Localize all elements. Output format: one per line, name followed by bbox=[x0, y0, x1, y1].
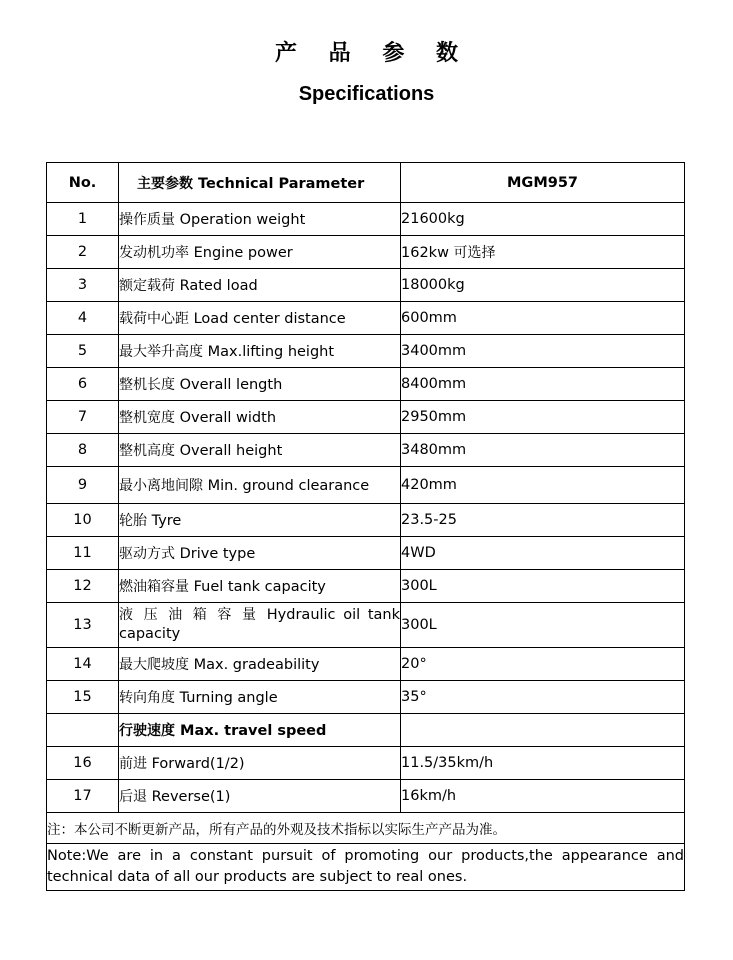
section-title-en: Max. travel speed bbox=[175, 723, 327, 739]
row-parameter bbox=[119, 747, 401, 780]
row-parameter bbox=[119, 681, 401, 714]
table-row bbox=[47, 570, 685, 603]
header-parameter-cn: 主要参数 bbox=[137, 175, 193, 192]
page-title-chinese: 产 品 参 数 bbox=[275, 40, 470, 66]
table-row bbox=[47, 401, 685, 434]
row-no: 8 bbox=[47, 434, 119, 467]
table-header-row bbox=[47, 163, 685, 203]
row-value: 300L bbox=[401, 570, 685, 603]
row-no: 12 bbox=[47, 570, 119, 603]
row-value-empty bbox=[401, 714, 685, 747]
row-parameter-cn: 整机宽度 bbox=[119, 410, 175, 426]
table-row bbox=[47, 648, 685, 681]
header-parameter bbox=[119, 163, 401, 203]
row-parameter-en: Overall height bbox=[175, 443, 283, 459]
table-row bbox=[47, 203, 685, 236]
note-row-english bbox=[47, 844, 685, 891]
row-parameter-cn: 操作质量 bbox=[119, 212, 175, 228]
row-parameter bbox=[119, 302, 401, 335]
row-value: 420mm bbox=[401, 467, 685, 504]
page-title-english: Specifications bbox=[298, 83, 435, 105]
row-value: 18000kg bbox=[401, 269, 685, 302]
row-no: 16 bbox=[47, 747, 119, 780]
row-parameter bbox=[119, 504, 401, 537]
row-no: 2 bbox=[47, 236, 119, 269]
row-no: 9 bbox=[47, 467, 119, 504]
table-row bbox=[47, 302, 685, 335]
table-row bbox=[47, 269, 685, 302]
row-parameter bbox=[119, 603, 401, 648]
row-parameter-cn: 转向角度 bbox=[119, 690, 175, 706]
row-no: 3 bbox=[47, 269, 119, 302]
row-parameter-cn: 整机长度 bbox=[119, 377, 175, 393]
row-parameter-cn: 后退 bbox=[119, 789, 147, 805]
row-parameter bbox=[119, 570, 401, 603]
table-row bbox=[47, 603, 685, 648]
row-no: 11 bbox=[47, 537, 119, 570]
row-parameter-cn: 液 压 油 箱 容 量 bbox=[119, 607, 260, 623]
row-value: 23.5-25 bbox=[401, 504, 685, 537]
row-parameter bbox=[119, 236, 401, 269]
section-row-travel-speed bbox=[47, 714, 685, 747]
row-parameter bbox=[119, 203, 401, 236]
row-value: 3400mm bbox=[401, 335, 685, 368]
table-row bbox=[47, 434, 685, 467]
row-parameter-cn: 驱动方式 bbox=[119, 546, 175, 562]
row-value: 20° bbox=[401, 648, 685, 681]
row-value: 600mm bbox=[401, 302, 685, 335]
row-no: 4 bbox=[47, 302, 119, 335]
row-value-text: 162kw bbox=[401, 245, 454, 261]
note-english: Note:We are in a constant pursuit of promoting our products,the appearance and technical data of all our products are subject to real ones. bbox=[47, 844, 685, 891]
row-parameter-cn: 燃油箱容量 bbox=[119, 579, 189, 595]
row-parameter-cn: 轮胎 bbox=[119, 513, 147, 529]
section-title-cn: 行驶速度 bbox=[119, 723, 175, 739]
section-title bbox=[119, 714, 401, 747]
row-parameter-en: Min. ground clearance bbox=[203, 478, 370, 494]
row-value: 16km/h bbox=[401, 780, 685, 813]
row-value: 2950mm bbox=[401, 401, 685, 434]
row-parameter-en: Rated load bbox=[175, 278, 258, 294]
row-no-empty bbox=[47, 714, 119, 747]
row-parameter-en: Tyre bbox=[147, 513, 182, 529]
row-no: 1 bbox=[47, 203, 119, 236]
row-parameter-en: Turning angle bbox=[175, 690, 278, 706]
row-parameter-cn: 最小离地间隙 bbox=[119, 478, 203, 494]
header-no: No. bbox=[47, 163, 119, 203]
row-parameter-en: Reverse(1) bbox=[147, 789, 231, 805]
specifications-table bbox=[46, 162, 685, 891]
row-parameter-en: Drive type bbox=[175, 546, 256, 562]
table-row bbox=[47, 467, 685, 504]
row-no: 10 bbox=[47, 504, 119, 537]
row-parameter-cn: 最大爬坡度 bbox=[119, 657, 189, 673]
row-parameter-cn: 最大举升高度 bbox=[119, 344, 203, 360]
row-value: 8400mm bbox=[401, 368, 685, 401]
row-parameter bbox=[119, 368, 401, 401]
row-value: 35° bbox=[401, 681, 685, 714]
table-row bbox=[47, 335, 685, 368]
row-value: 4WD bbox=[401, 537, 685, 570]
row-parameter-en: Max. gradeability bbox=[189, 657, 320, 673]
table-row bbox=[47, 747, 685, 780]
row-parameter-en: Operation weight bbox=[175, 212, 306, 228]
table-row bbox=[47, 681, 685, 714]
note-row-chinese bbox=[47, 813, 685, 844]
row-no: 6 bbox=[47, 368, 119, 401]
row-parameter-cn: 额定载荷 bbox=[119, 278, 175, 294]
row-parameter bbox=[119, 269, 401, 302]
row-no: 5 bbox=[47, 335, 119, 368]
row-no: 13 bbox=[47, 603, 119, 648]
row-parameter-cn: 前进 bbox=[119, 756, 147, 772]
row-parameter-cn: 载荷中心距 bbox=[119, 311, 189, 327]
row-parameter bbox=[119, 434, 401, 467]
table-row bbox=[47, 537, 685, 570]
row-no: 14 bbox=[47, 648, 119, 681]
row-parameter-cn: 整机高度 bbox=[119, 443, 175, 459]
row-parameter-cn: 发动机功率 bbox=[119, 245, 189, 261]
table-row bbox=[47, 504, 685, 537]
row-parameter-en: Engine power bbox=[189, 245, 293, 261]
row-parameter-en: Forward(1/2) bbox=[147, 756, 245, 772]
table-row bbox=[47, 236, 685, 269]
row-parameter bbox=[119, 648, 401, 681]
row-value: 21600kg bbox=[401, 203, 685, 236]
row-no: 7 bbox=[47, 401, 119, 434]
row-no: 15 bbox=[47, 681, 119, 714]
row-no: 17 bbox=[47, 780, 119, 813]
row-parameter bbox=[119, 401, 401, 434]
table-row bbox=[47, 368, 685, 401]
table-row bbox=[47, 780, 685, 813]
row-parameter-en: Max.lifting height bbox=[203, 344, 335, 360]
row-parameter-en: Hydraulic oil tank capacity bbox=[119, 607, 400, 642]
row-parameter-en: Overall width bbox=[175, 410, 277, 426]
row-value: 300L bbox=[401, 603, 685, 648]
row-parameter-en: Fuel tank capacity bbox=[189, 579, 326, 595]
row-value-cn: 可选择 bbox=[453, 245, 496, 261]
row-value: 11.5/35km/h bbox=[401, 747, 685, 780]
row-parameter bbox=[119, 467, 401, 504]
row-parameter bbox=[119, 537, 401, 570]
row-value: 3480mm bbox=[401, 434, 685, 467]
row-value bbox=[401, 236, 685, 269]
row-parameter-en: Load center distance bbox=[189, 311, 346, 327]
row-parameter bbox=[119, 335, 401, 368]
row-parameter-en: Overall length bbox=[175, 377, 283, 393]
header-parameter-en: Technical Parameter bbox=[193, 175, 365, 192]
note-chinese: 注：本公司不断更新产品，所有产品的外观及技术指标以实际生产产品为准。 bbox=[47, 813, 685, 844]
row-parameter bbox=[119, 780, 401, 813]
header-model: MGM957 bbox=[401, 163, 685, 203]
